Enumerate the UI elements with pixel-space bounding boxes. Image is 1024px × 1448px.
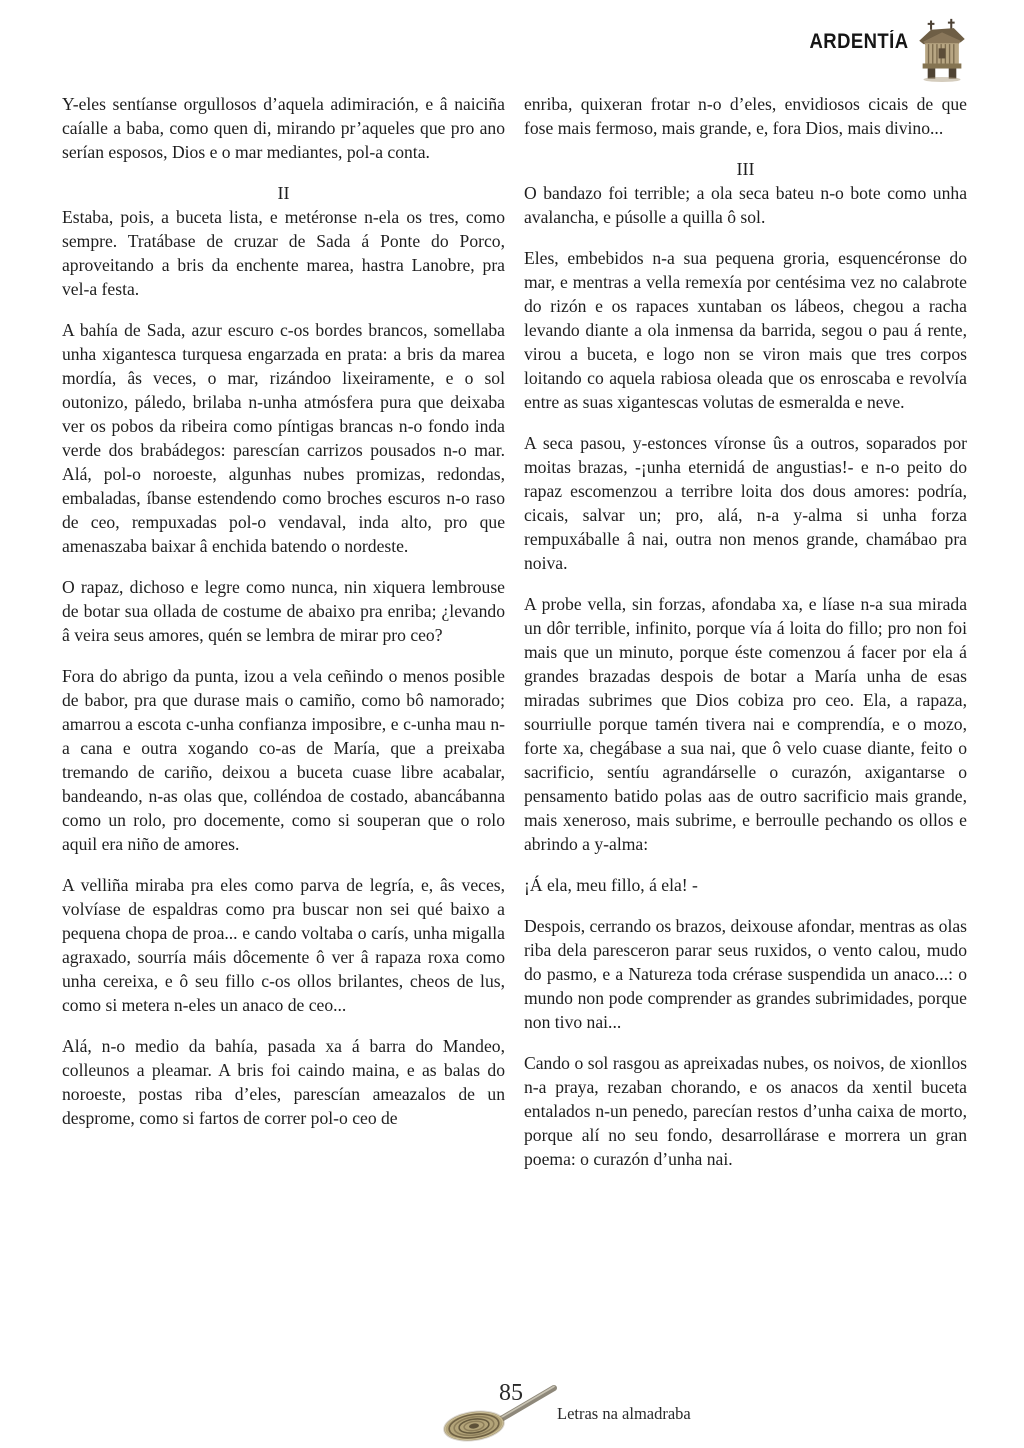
right-column <box>524 92 967 1188</box>
left-column <box>62 92 505 1188</box>
paragraph: enriba, quixeran frotar n-o d’eles, envidiosos cicais de que fose mais fermoso, mais grande, e, fora Dios, mais divino... <box>524 94 967 138</box>
article-body <box>62 92 968 1188</box>
page-footer <box>0 1368 1024 1448</box>
page-header <box>796 18 969 82</box>
horreo-granary-icon <box>916 18 968 82</box>
page-number: 85 <box>499 1380 523 1406</box>
paragraph: Despois, cerrando os brazos, deixouse afondar, mentras as olas riba dela paresceron parar seus ruxidos, o vento calou, mudo do pasmo, e a Natureza toda crérase suspendida un anaco...: o mundo non pode comprender as grandes subrimidades, porque non tivo nai... <box>524 916 967 1032</box>
footer-caption: Letras na almadraba <box>557 1404 691 1423</box>
paragraph: Cando o sol rasgou as apreixadas nubes, os noivos, de xionllos n-a praya, rezaban chorando, e os anacos da xentil buceta entalados n-un penedo, parecían restos d’unha caixa de morto, porque alí no seu fondo, desarrollárase e morrera un gran poema: o curazón d’unha nai. <box>524 1053 967 1169</box>
paragraph: Y-eles sentíanse orgullosos d’aquela adimiración, e â naiciña caíalle a baba, como quen di, mirando pr’aqueles que pro ano serían esposos, Dios e o mar mediantes, pol-a conta. <box>62 94 505 162</box>
paragraph: O rapaz, dichoso e legre como nunca, nin xiquera lembrouse de botar sua ollada de costume de abaixo pra enriba; ¿levando â veira seus amores, quén se lembra de mirar pro ceo? <box>62 577 505 645</box>
paragraph: Estaba, pois, a buceta lista, e metéronse n-ela os tres, como sempre. Tratábase de cruzar de Sada á Ponte do Porco, aproveitando a bris da enchente marea, hastra Lanobre, pra vel-a festa. <box>62 207 505 299</box>
paragraph: A bahía de Sada, azur escuro c-os bordes brancos, somellaba unha xigantesca turquesa engarzada en prata: a bris da marea mordía, âs veces, o mar, rizándoo lixeiramente, e o sol outonizo, páledo, brilaba n-unha atmósfera pura que deixaba ver os pobos da ribeira como píntigas brancas n-o fondo inda verde dos brabádegos: parescían carrizos pousados n-o mar. Alá, pol-o noroeste, algunhas nubes promizas, redondas, embaladas, íbanse estendendo como broches escuros n-o raso de ceo, rempuxadas pol-o vendaval, inda alto, pro que amenaszaba baixar â enchida batendo o nordeste. <box>62 320 505 556</box>
paragraph: A probe vella, sin forzas, afondaba xa, e líase n-a sua mirada un dôr terrible, infinito, porque vía á loita do fillo; pro non foi mais que un minuto, porque éste comenzou á facer por ela á grandes brazadas despois de botar a María unha de esas miradas subrimes que Dios cobiza pro ceo. Ela, a rapaza, sourriulle porque tamén tivera nai e comprendía, e o mozo, forte xa, chegábase a sua nai, que ô velo cuase diante, feito o sacrificio, sentíu agrandárselle o curazón, axigantarse o pensamento batido polas aas de outro sacrificio mais grande, mais xeneroso, mais subrime, e berroulle pechando os ollos e abrindo a y-alma: <box>524 594 967 854</box>
paragraph: Fora do abrigo da punta, izou a vela ceñindo o menos posible de babor, pra que durase mais o camiño, como bô namorado; amarrou a escota c-unha confianza imposibre, e c-unha mau n-a cana e outra xogando co-as de María, que a preixaba tremando de cariño, deixou a buceta cuase libre acabalar, bandeando, n-as olas que, colléndoa de costado, abancábanna como un rolo, pro docemente, como si souperan que o rolo aquil era niño de amores. <box>62 666 505 854</box>
paragraph: O bandazo foi terrible; a ola seca bateu n-o bote como unha avalancha, e púsolle a quilla ô sol. <box>524 183 967 227</box>
paragraph: A velliña miraba pra eles como parva de legría, e, âs veces, volvíase de espaldras como pra buscar non sei qué baixo a pequena chopa de proa... e cando voltaba o carís, unha migalla agraxado, sourría máis dôcemente ô ver â rapaza roxa como unha cereixa, e ô seu fillo c-os ollos brilantes, cheos de lus, como si metera n-eles un anaco de ceo... <box>62 875 505 1015</box>
paragraph: Alá, n-o medio da bahía, pasada xa á barra do Mandeo, colleunos a pleamar. A bris foi caindo maina, e as balas do noroeste, postas riba d’eles, parescían ameazalos de un desprome, como si fartos de correr pol-o ceo de <box>62 1036 505 1128</box>
paragraph: ¡Á ela, meu fillo, á ela! - <box>524 875 698 895</box>
paragraph: Eles, embebidos n-a sua pequena groria, esquencéronse do mar, e mentras a vella remexía por centésima vez no calabrote do rizón e os rapaces xuntaban os lábeos, chegou a racha levando diante a ola inmensa da barrida, segou o pau á rente, virou a buceta, e logo non se viron mais que tres corpos loitando co aquela rabiosa oleada que os enroscaba e revolvía entre as suas xigantescas volutas de esmeralda e neve. <box>524 248 967 412</box>
section-heading: II <box>277 183 290 203</box>
paragraph: A seca pasou, y-estonces víronse ûs a outros, soparados por moitas brazas, -¡unha eternidá de angustias!- e n-o peito do rapaz escomenzou a terribre loita dos dous amores: podría, cicais, salvar un; pro, alá, n-a y-alma si unha forza rempuxáballe â nai, outra non menos grande, chamábao pra noiva. <box>524 433 967 573</box>
section-heading: III <box>736 159 755 179</box>
magazine-title: ARDENTÍA <box>809 30 908 53</box>
